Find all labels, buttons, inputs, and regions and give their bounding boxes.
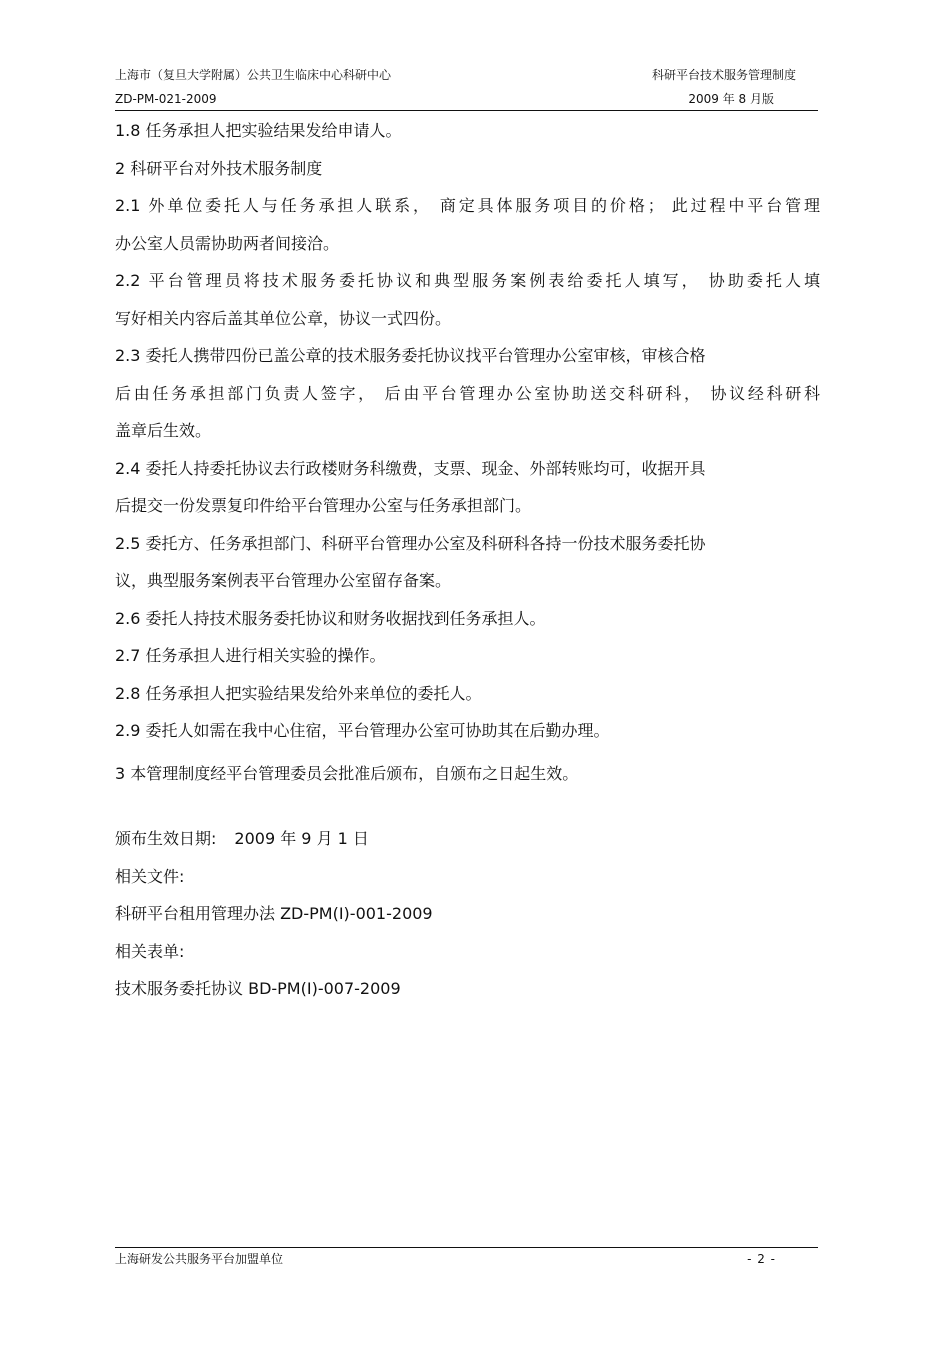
document-body bbox=[115, 112, 820, 792]
paragraph-line: 后由任务承担部门负责人签字， 后由平台管理办公室协助送交科研科， 协议经科研科 bbox=[115, 383, 820, 403]
paragraph-line: 写好相关内容后盖其单位公章，协议一式四份。 bbox=[115, 308, 452, 328]
paragraph-line: 2.6 委托人持技术服务委托协议和财务收据找到任务承担人。 bbox=[115, 608, 546, 628]
effective-date-line bbox=[115, 820, 820, 858]
paragraph-line: 2.2 平台管理员将技术服务委托协议和典型服务案例表给委托人填写， 协助委托人填 bbox=[115, 271, 820, 290]
header-doc-no: ZD-PM-021-2009 bbox=[115, 92, 217, 106]
paragraph-line: 2.7 任务承担人进行相关实验的操作。 bbox=[115, 646, 386, 665]
paragraph-line: 1.8 任务承担人把实验结果发给申请人。 bbox=[115, 121, 402, 140]
related-form: 技术服务委托协议 BD-PM(I)-007-2009 bbox=[115, 979, 401, 998]
page-header bbox=[115, 66, 818, 111]
paragraph-line: 议，典型服务案例表平台管理办公室留存备案。 bbox=[115, 571, 452, 590]
footer-org: 上海研发公共服务平台加盟单位 bbox=[115, 1252, 284, 1266]
section-heading: 2 科研平台对外技术服务制度 bbox=[115, 158, 323, 178]
paragraph-line: 2.4 委托人持委托协议去行政楼财务科缴费，支票、现金、外部转账均可，收据开具 bbox=[115, 458, 706, 478]
header-title: 科研平台技术服务管理制度 bbox=[651, 68, 796, 82]
paragraph-line: 后提交一份发票复印件给平台管理办公室与任务承担部门。 bbox=[115, 496, 532, 515]
header-version: 2009 年 8 月版 bbox=[688, 92, 774, 106]
related-files-label: 相关文件: bbox=[115, 866, 185, 886]
paragraph-line: 盖章后生效。 bbox=[115, 421, 212, 440]
paragraph-line: 办公室人员需协助两者间接洽。 bbox=[115, 233, 340, 253]
related-file: 科研平台租用管理办法 ZD-PM(I)-001-2009 bbox=[115, 904, 433, 923]
document-meta bbox=[115, 820, 820, 1008]
related-forms-label: 相关表单: bbox=[115, 941, 185, 961]
page-number: - 2 - bbox=[747, 1252, 776, 1266]
header-org: 上海市（复旦大学附属）公共卫生临床中心科研中心 bbox=[115, 68, 392, 82]
section-heading: 3 本管理制度经平台管理委员会批准后颁布，自颁布之日起生效。 bbox=[115, 763, 579, 783]
paragraph-line: 2.5 委托方、任务承担部门、科研平台管理办公室及科研科各持一份技术服务委托协 bbox=[115, 533, 706, 553]
paragraph-line: 2.9 委托人如需在我中心住宿，平台管理办公室可协助其在后勤办理。 bbox=[115, 721, 610, 740]
effective-date-value: 2009 年 9 月 1 日 bbox=[234, 829, 369, 848]
paragraph-line: 2.8 任务承担人把实验结果发给外来单位的委托人。 bbox=[115, 683, 482, 703]
page-footer bbox=[115, 1247, 818, 1266]
effective-date-label: 颁布生效日期: bbox=[115, 829, 217, 848]
paragraph-line: 2.3 委托人携带四份已盖公章的技术服务委托协议找平台管理办公室审核，审核合格 bbox=[115, 346, 706, 365]
paragraph-line: 2.1 外单位委托人与任务承担人联系， 商定具体服务项目的价格； 此过程中平台管理 bbox=[115, 196, 820, 215]
